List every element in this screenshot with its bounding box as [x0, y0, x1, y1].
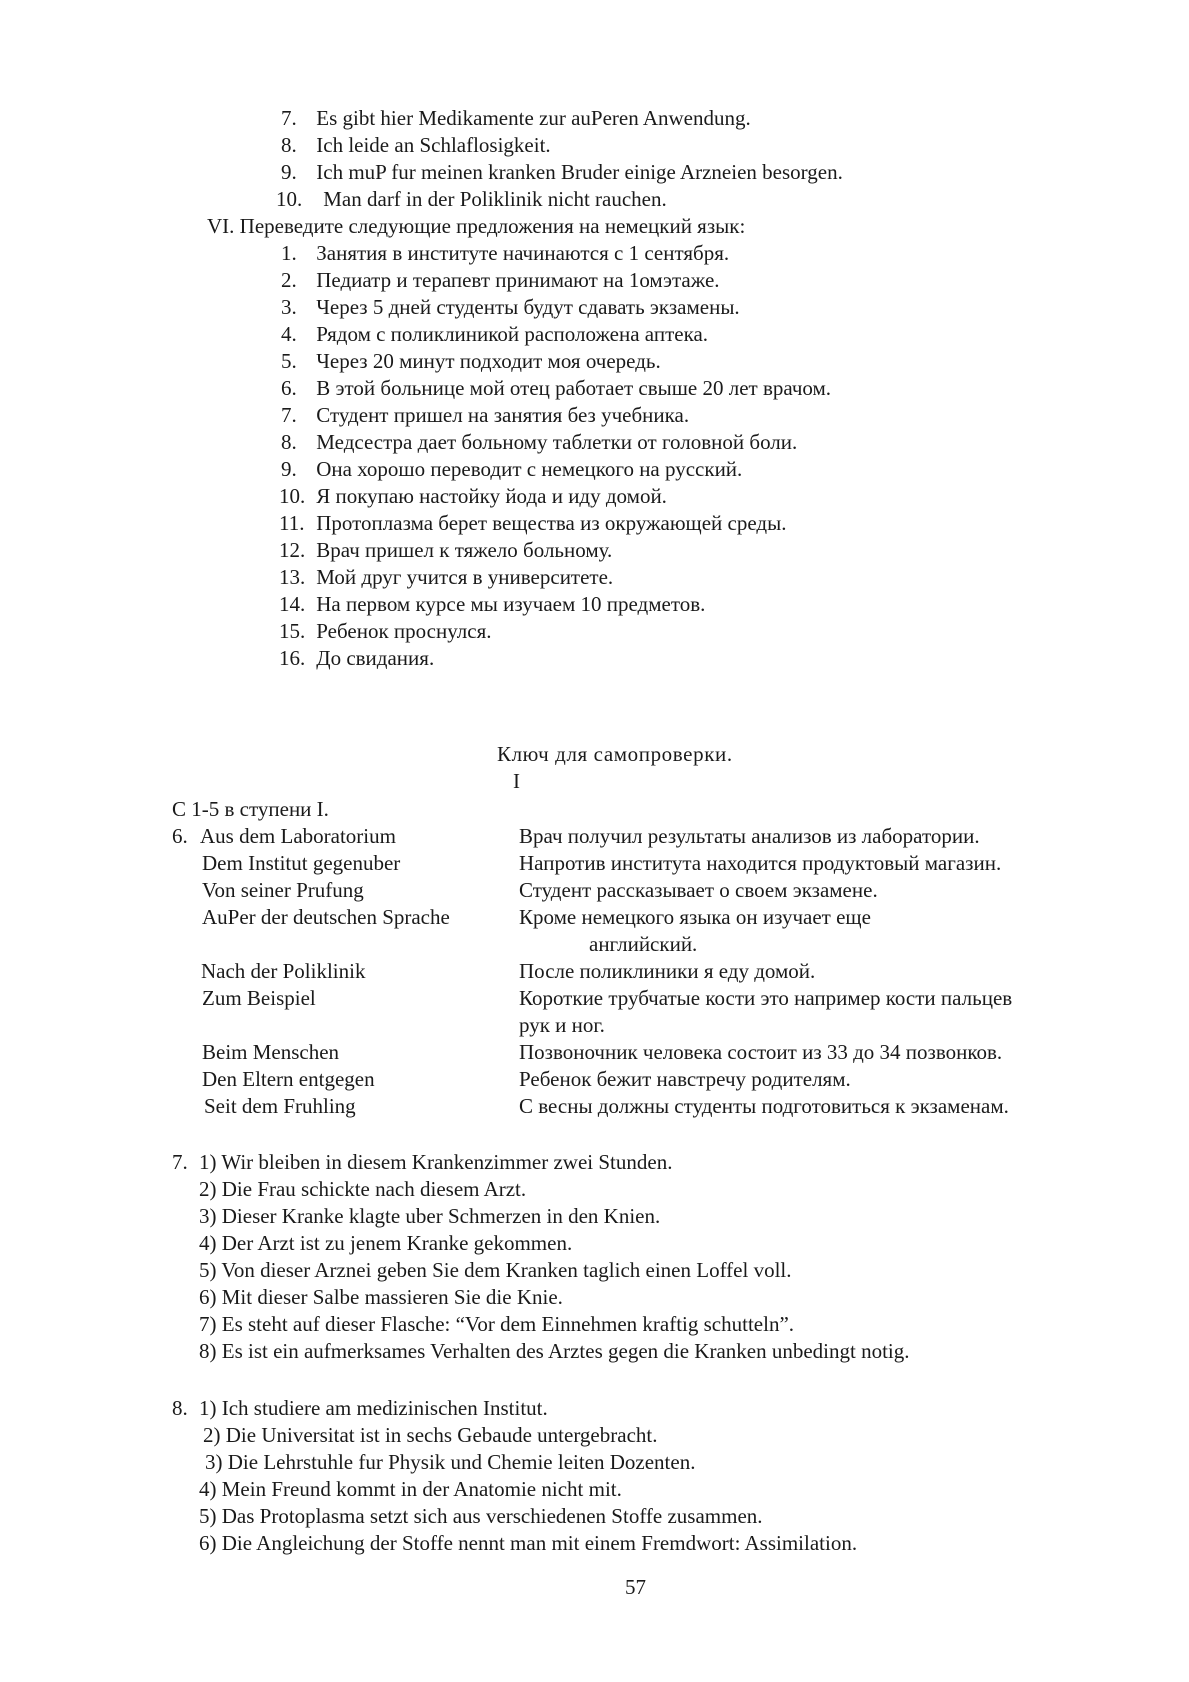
- pair-german: Zum Beispiel: [202, 986, 316, 1010]
- pair-russian: Напротив института находится продуктовый магазин.: [519, 851, 1002, 875]
- list-item-number: 10.: [276, 187, 303, 211]
- pair-russian: После поликлиники я еду домой.: [519, 959, 816, 983]
- pair-russian: Ребенок бежит навстречу родителям.: [519, 1067, 851, 1091]
- section-8-item: 2) Die Universitat ist in sechs Gebaude untergebracht.: [203, 1423, 658, 1447]
- list-item-number: 3.: [281, 295, 297, 319]
- pair-russian: Студент рассказывает о своем экзамене.: [519, 878, 878, 902]
- page-number: 57: [625, 1575, 646, 1599]
- list-item: [281, 294, 740, 321]
- list-item-number: 1.: [281, 241, 297, 265]
- pair-russian: Кроме немецкого языка он изучает еще: [519, 905, 871, 929]
- pair-german: Nach der Poliklinik: [201, 959, 366, 983]
- list-item-text: В этой больнице мой отец работает свыше 20 лет врачом.: [316, 376, 832, 400]
- section-8-number: 8.: [172, 1396, 188, 1420]
- pair-german: Aus dem Laboratorium: [200, 824, 396, 848]
- section-7-item: 6) Mit dieser Salbe massieren Sie die Knie.: [199, 1285, 563, 1309]
- list-item: [276, 186, 667, 213]
- list-item-text: На первом курсе мы изучаем 10 предметов.: [316, 592, 706, 616]
- pair-german: Beim Menschen: [202, 1040, 340, 1064]
- list-item-text: Занятия в институте начинаются с 1 сентября.: [316, 241, 730, 265]
- pair-german: Dem Institut gegenuber: [202, 851, 401, 875]
- list-item: [279, 591, 705, 618]
- list-item-text: Рядом с поликлиникой расположена аптека.: [316, 322, 709, 346]
- pair-russian: Врач получил результаты анализов из лаборатории.: [519, 824, 980, 848]
- section-7-number: 7.: [172, 1150, 188, 1174]
- list-item-text: Ich leide an Schlaflosigkeit.: [316, 133, 551, 157]
- list-item-number: 10.: [279, 484, 306, 508]
- list-item-number: 15.: [279, 619, 306, 643]
- pair-russian-continuation: рук и ног.: [519, 1013, 605, 1037]
- list-item: [281, 321, 708, 348]
- list-item: [281, 429, 797, 456]
- list-item-number: 13.: [279, 565, 306, 589]
- list-item-number: 8.: [281, 133, 297, 157]
- list-item-number: 11.: [279, 511, 305, 535]
- section-7-item: 5) Von dieser Arznei geben Sie dem Kranken taglich einen Loffel voll.: [199, 1258, 792, 1282]
- list-item-text: Я покупаю настойку йода и иду домой.: [316, 484, 667, 508]
- pair-russian: Позвоночник человека состоит из 33 до 34 позвонков.: [519, 1040, 1003, 1064]
- list-item-text: Через 5 дней студенты будут сдавать экзамены.: [316, 295, 740, 319]
- section-7-item: 4) Der Arzt ist zu jenem Kranke gekommen.: [199, 1231, 573, 1255]
- section-8-item: 4) Mein Freund kommt in der Anatomie nicht mit.: [199, 1477, 622, 1501]
- list-item: [279, 537, 612, 564]
- list-item: [281, 375, 831, 402]
- list-item: [281, 105, 751, 132]
- list-item-number: 7.: [281, 403, 297, 427]
- key-title: Ключ для самопроверки.: [497, 742, 733, 766]
- list-item-text: Протоплазма берет вещества из окружающей среды.: [316, 511, 787, 535]
- list-item: [279, 564, 613, 591]
- list-item-number: 6.: [281, 376, 297, 400]
- list-item-number: 4.: [281, 322, 297, 346]
- section-7-item: 1) Wir bleiben in diesem Krankenzimmer zwei Stunden.: [199, 1150, 673, 1174]
- list-item-number: 2.: [281, 268, 297, 292]
- list-item-text: Врач пришел к тяжело больному.: [316, 538, 613, 562]
- list-item: [281, 456, 742, 483]
- list-item-text: Педиатр и терапевт принимают на 1омэтаже.: [316, 268, 720, 292]
- pair-russian: Короткие трубчатые кости это например кости пальцев: [519, 986, 1013, 1010]
- section-heading: VI. Переведите следующие предложения на немецкий язык:: [207, 214, 746, 238]
- pair-russian: С весны должны студенты подготовиться к экзаменам.: [519, 1094, 1009, 1118]
- section-8-item: 6) Die Angleichung der Stoffe nennt man mit einem Fremdwort: Assimilation.: [199, 1531, 858, 1555]
- list-item: [279, 483, 667, 510]
- pair-german: Seit dem Fruhling: [204, 1094, 356, 1118]
- pair-german: Von seiner Prufung: [202, 878, 364, 902]
- pair-russian-continuation: английский.: [589, 932, 698, 956]
- section-7-item: 3) Dieser Kranke klagte uber Schmerzen in den Knien.: [199, 1204, 661, 1228]
- list-item: [281, 402, 689, 429]
- list-item-text: Ребенок проснулся.: [316, 619, 492, 643]
- list-item-text: Через 20 минут подходит моя очередь.: [316, 349, 661, 373]
- list-item-number: 8.: [281, 430, 297, 454]
- list-item-number: 14.: [279, 592, 306, 616]
- section-8-item: 1) Ich studiere am medizinischen Institut.: [199, 1396, 548, 1420]
- section-8-item: 3) Die Lehrstuhle fur Physik und Chemie leiten Dozenten.: [205, 1450, 696, 1474]
- section-8-item: 5) Das Protoplasma setzt sich aus verschiedenen Stoffe zusammen.: [199, 1504, 763, 1528]
- list-item: [279, 510, 786, 537]
- list-item: [281, 348, 661, 375]
- list-item-text: Es gibt hier Medikamente zur auPeren Anwendung.: [316, 106, 751, 130]
- list-item-text: Man darf in der Poliklinik nicht rauchen.: [323, 187, 667, 211]
- pair-german: AuPer der deutschen Sprache: [202, 905, 450, 929]
- list-item-text: Студент пришел на занятия без учебника.: [316, 403, 690, 427]
- key-roman-numeral: I: [513, 769, 520, 793]
- list-item-number: 16.: [279, 646, 306, 670]
- section-7-item: 8) Es ist ein aufmerksames Verhalten des Arztes gegen die Kranken unbedingt notig.: [199, 1339, 910, 1363]
- pairs-number: 6.: [172, 824, 188, 848]
- list-item-number: 7.: [281, 106, 297, 130]
- pair-german: Den Eltern entgegen: [202, 1067, 375, 1091]
- list-item-number: 9.: [281, 160, 297, 184]
- section-7-item: 2) Die Frau schickte nach diesem Arzt.: [199, 1177, 527, 1201]
- list-item-text: Мой друг учится в университете.: [316, 565, 614, 589]
- list-item-number: 9.: [281, 457, 297, 481]
- list-item-number: 5.: [281, 349, 297, 373]
- list-item-number: 12.: [279, 538, 306, 562]
- list-item: [281, 240, 729, 267]
- list-item-text: Она хорошо переводит с немецкого на русский.: [316, 457, 743, 481]
- key-intro: С 1-5 в ступени I.: [172, 797, 329, 821]
- list-item: [281, 159, 843, 186]
- list-item-text: Ich muP fur meinen kranken Bruder einige Arzneien besorgen.: [316, 160, 843, 184]
- list-item-text: Медсестра дает больному таблетки от головной боли.: [316, 430, 798, 454]
- list-item: [281, 132, 551, 159]
- list-item: [279, 618, 492, 645]
- section-7-item: 7) Es steht auf dieser Flasche: “Vor dem Einnehmen kraftig schutteln”.: [199, 1312, 795, 1336]
- list-item-text: До свидания.: [316, 646, 435, 670]
- list-item: [281, 267, 720, 294]
- list-item: [279, 645, 434, 672]
